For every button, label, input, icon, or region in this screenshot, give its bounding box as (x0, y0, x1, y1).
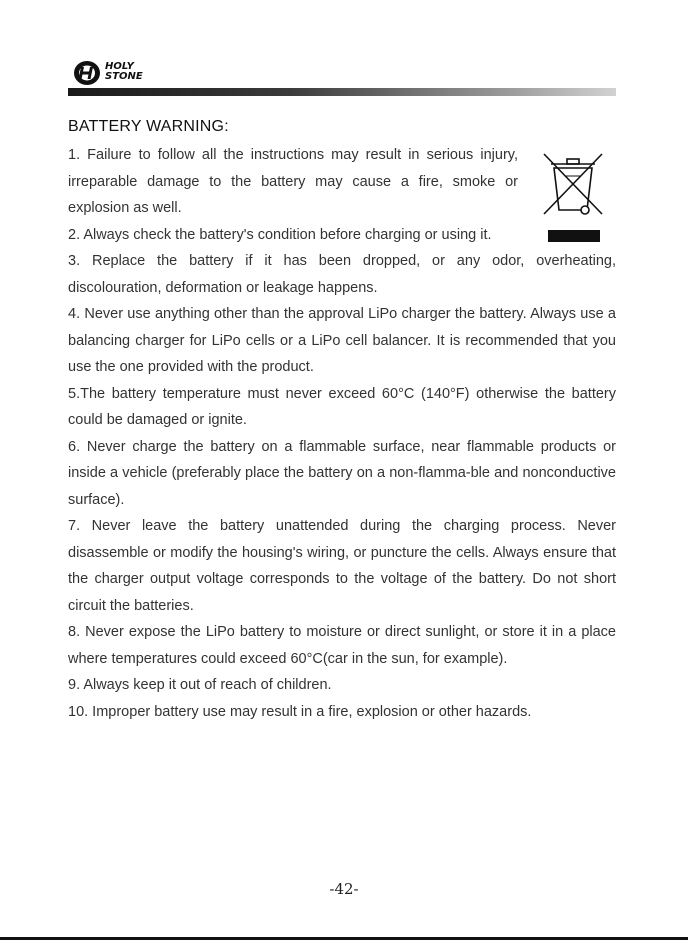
section-title: BATTERY WARNING: (68, 118, 229, 135)
warning-item-10: 10. Improper battery use may result in a fire, explosion or other hazards. (68, 703, 532, 720)
page-number: -42- (329, 880, 359, 898)
warning-item-5: 5.The battery temperature must never exceed 60°C (140°F) otherwise the battery could be damaged or ignite. (68, 385, 616, 428)
warning-item-2: 2. Always check the battery's condition before charging or using it. (68, 226, 492, 243)
warning-item-7: 7. Never leave the battery unattended during the charging process. Never disassemble or modify the housing's wiring, or puncture the cells. Always ensure that the charger output voltage corresponds to the voltage of the battery. Do not short circuit the batteries. (68, 518, 616, 614)
warning-item-3: 3. Replace the battery if it has been dropped, or any odor, overheating, discolouration, deformation or leakage happens. (68, 253, 616, 296)
warning-item-6: 6. Never charge the battery on a flammable surface, near flammable products or inside a vehicle (preferably place the battery on a non-flamma-ble and nonconductive surface). (68, 438, 616, 508)
warning-list (68, 142, 616, 725)
warning-item-1: 1. Failure to follow all the instructions may result in serious injury, irreparable damage to the battery may cause a fire, smoke or explosion as well. (68, 147, 518, 216)
brand-wordmark (105, 62, 143, 82)
warning-item-9: 9. Always keep it out of reach of children. (68, 677, 332, 693)
warning-item-4: 4. Never use anything other than the approval LiPo charger the battery. Always use a balancing charger for LiPo cells or a LiPo cell balancer. It is recommended that you use the one provided with the product. (68, 306, 616, 375)
warning-item-8: 8. Never expose the LiPo battery to moisture or direct sunlight, or store it in a place where temperatures could exceed 60°C(car in the sun, for example). (68, 624, 616, 667)
brand-word-bottom: STONE (105, 71, 143, 82)
brand-word-top: HOLY (105, 61, 134, 72)
header-gradient-bar (68, 88, 616, 96)
